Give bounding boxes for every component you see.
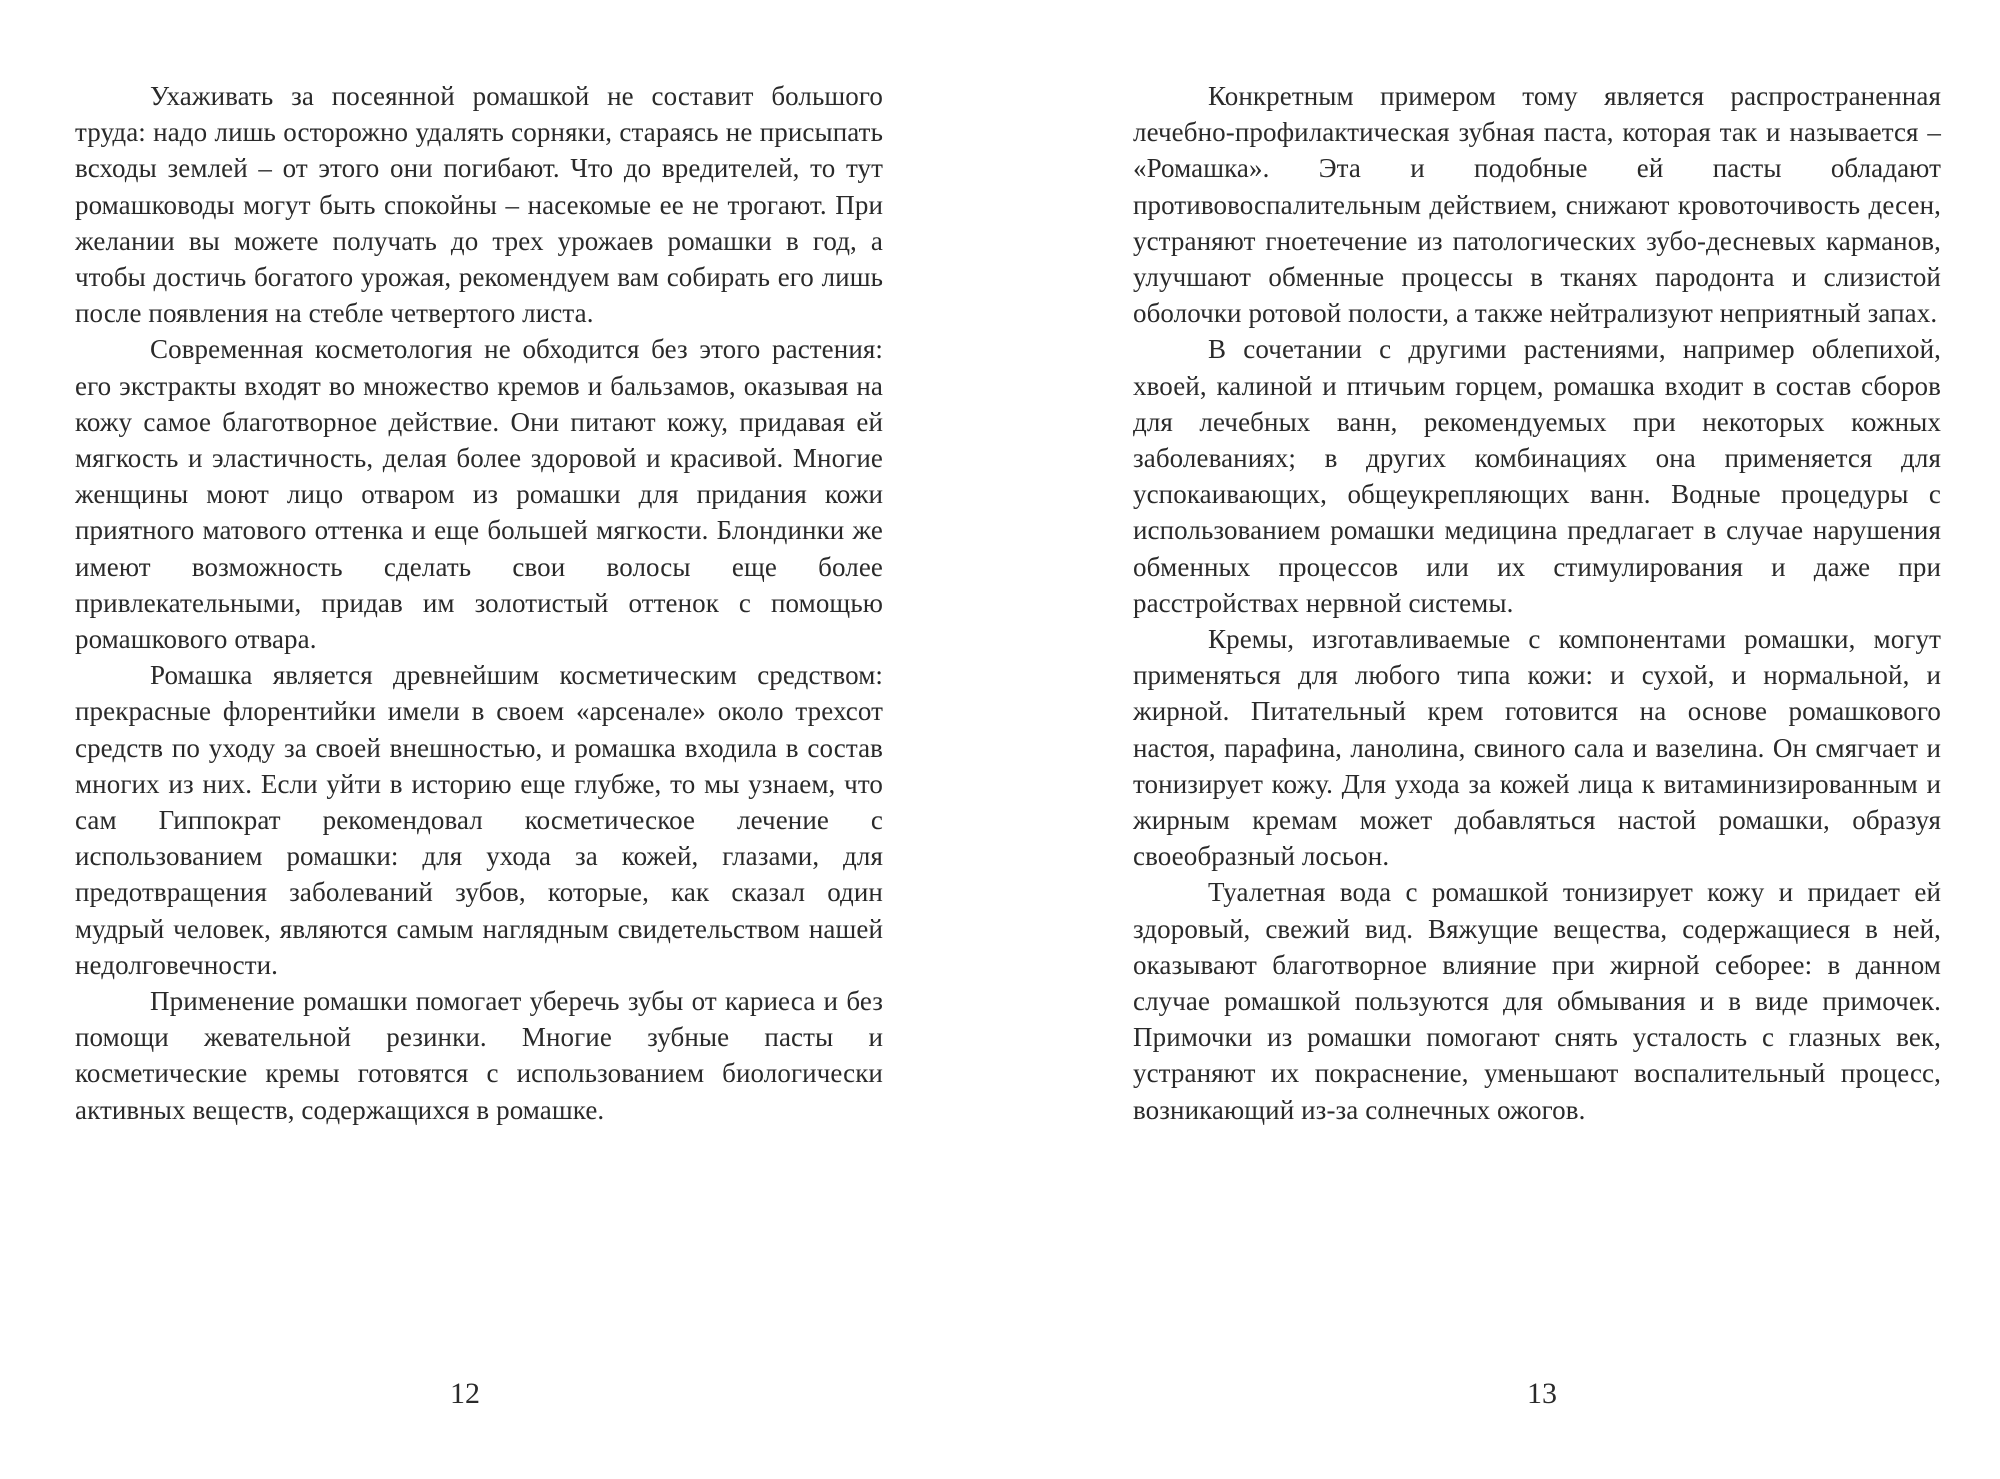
- left-paragraph-2: Современная косметология не обходится без этого растения: его экстракты входят во множество кремов и бальзамов, оказывая на кожу самое благотворное действие. Они питают кожу, придавая ей мягкость и эластичность, делая более здоровой и красивой. Многие женщины моют лицо отваром из ромашки для придания кожи приятного матового оттенка и еще большей мягкости. Блондинки же имеют возможность сделать свои волосы еще более привлекательными, придав им золотистый оттенок с помощью ромашкового отвара.: [75, 334, 883, 655]
- left-paragraph-4: Применение ромашки помогает уберечь зубы от кариеса и без помощи жевательной резинки. Многие зубные пасты и косметические кремы готовятся с использованием биологически активных веществ, содержащихся в ромашке.: [75, 986, 883, 1125]
- left-page-number: 12: [450, 1377, 480, 1410]
- left-page: [75, 78, 883, 1128]
- left-paragraph-1: Ухаживать за посеянной ромашкой не составит большого труда: надо лишь осторожно удалять сорняки, стараясь не присыпать всходы землей – от этого они погибают. Что до вредителей, то тут ромашководы могут быть спокойны – насекомые ее не трогают. При желании вы можете получать до трех урожаев ромашки в год, а чтобы достичь богатого урожая, рекомендуем вам собирать его лишь после появления на стебле четвертого листа.: [75, 81, 883, 329]
- right-paragraph-3: Кремы, изготавливаемые с компонентами ромашки, могут применяться для любого типа кожи: и сухой, и нормальной, и жирной. Питательный крем готовится на основе ромашкового настоя, парафина, ланолина, свиного сала и вазелина. Он смягчает и тонизирует кожу. Для ухода за кожей лица к витаминизированным и жирным кремам может добавляться настой ромашки, образуя своеобразный лосьон.: [1133, 624, 1941, 872]
- right-paragraph-4: Туалетная вода с ромашкой тонизирует кожу и придает ей здоровый, свежий вид. Вяжущие вещества, содержащиеся в ней, оказывают благотворное влияние при жирной себорее: в данном случае ромашкой пользуются для обмывания и в виде примочек. Примочки из ромашки помогают снять усталость с глазных век, устраняют их покраснение, уменьшают воспалительный процесс, возникающий из-за солнечных ожогов.: [1133, 877, 1941, 1125]
- left-paragraph-3: Ромашка является древнейшим косметическим средством: прекрасные флорентийки имели в своем «арсенале» около трехсот средств по уходу за своей внешностью, и ромашка входила в состав многих из них. Если уйти в историю еще глубже, то мы узнаем, что сам Гиппократ рекомендовал косметическое лечение с использованием ромашки: для ухода за кожей, глазами, для предотвращения заболеваний зубов, которые, как сказал один мудрый человек, являются самым наглядным свидетельством нашей недолговечности.: [75, 660, 883, 980]
- right-page-number: 13: [1527, 1377, 1557, 1410]
- right-paragraph-2: В сочетании с другими растениями, например облепихой, хвоей, калиной и птичьим горцем, ромашка входит в состав сборов для лечебных ванн, рекомендуемых при некоторых кожных заболеваниях; в других комбинациях она применяется для успокаивающих, общеукрепляющих ванн. Водные процедуры с использованием ромашки медицина предлагает в случае нарушения обменных процессов или их стимулирования и даже при расстройствах нервной системы.: [1133, 334, 1941, 618]
- right-page: [1133, 78, 1941, 1128]
- right-paragraph-1: Конкретным примером тому является распространенная лечебно-профилактическая зубная паста, которая так и называется – «Ромашка». Эта и подобные ей пасты обладают противовоспалительным действием, снижают кровоточивость десен, устраняют гноетечение из патологических зубо-десневых карманов, улучшают обменные процессы в тканях пародонта и слизистой оболочки ротовой полости, а также нейтрализуют неприятный запах.: [1133, 81, 1941, 329]
